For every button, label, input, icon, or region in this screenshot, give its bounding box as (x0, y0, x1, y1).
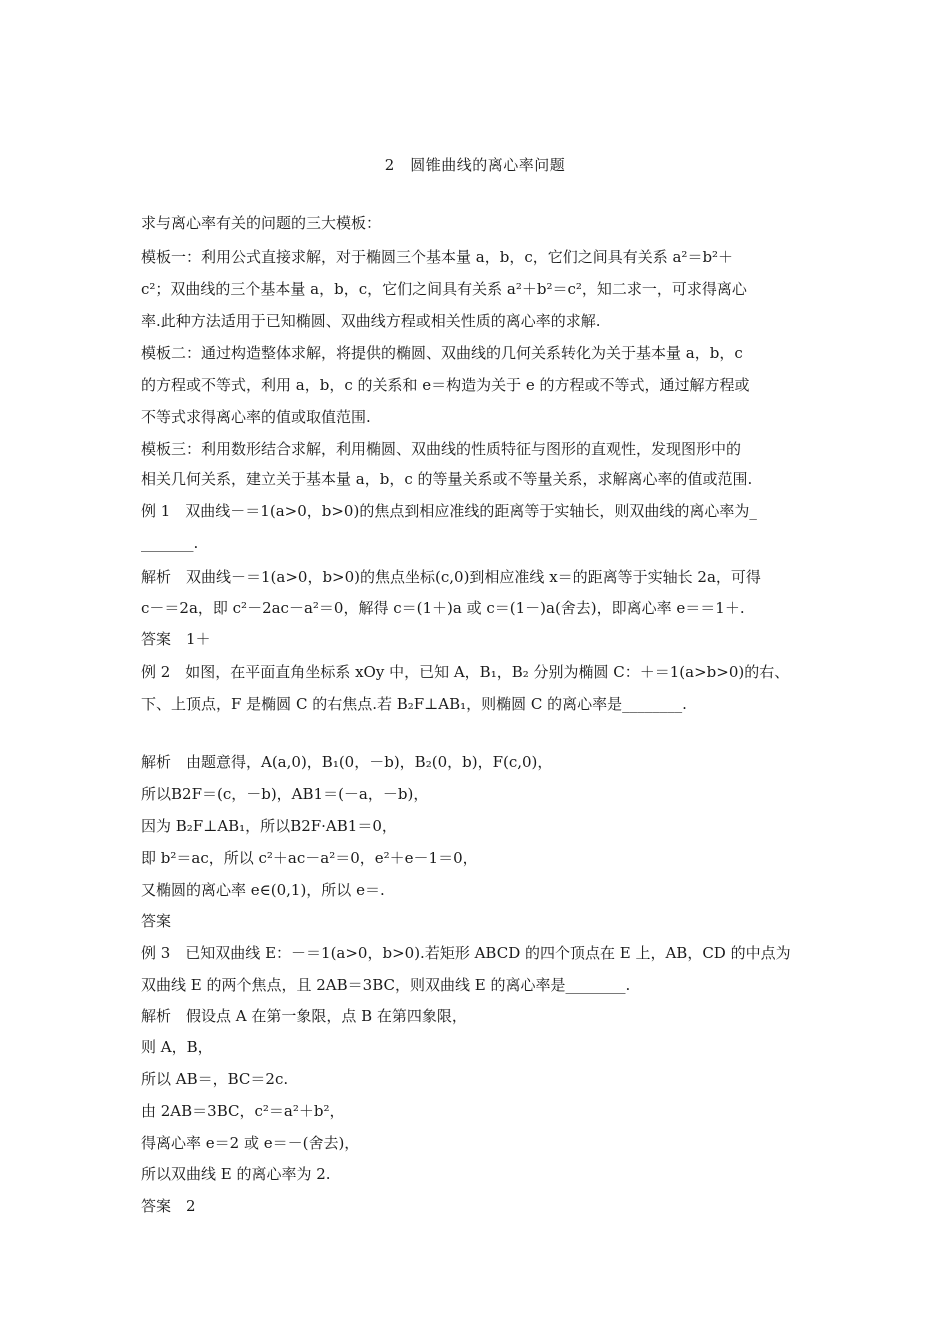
example-3-question: 例 3 已知双曲线 E：－＝1(a>0，b>0).若矩形 ABCD 的四个顶点在 E 上，AB，CD 的中点为 (141, 944, 791, 962)
example-3-solution: 所以双曲线 E 的离心率为 2. (141, 1165, 331, 1183)
example-2-solution: 即 b²＝ac，所以 c²＋ac－a²＝0，e²＋e－1＝0， (141, 849, 478, 867)
text-line: 率.此种方法适用于已知椭圆、双曲线方程或相关性质的离心率的求解. (141, 312, 601, 330)
example-3-answer: 答案 2 (141, 1197, 196, 1215)
text-line: 模板三：利用数形结合求解，利用椭圆、双曲线的性质特征与图形的直观性，发现图形中的 (141, 440, 742, 458)
example-3-solution: 则 A，B， (141, 1038, 213, 1056)
text-line: 的方程或不等式，利用 a，b，c 的关系和 e＝构造为关于 e 的方程或不等式，通过解方程或 (141, 376, 750, 394)
page-title: 2 圆锥曲线的离心率问题 (384, 156, 566, 174)
text-line: 不等式求得离心率的值或取值范围. (141, 408, 371, 426)
example-1-solution: 解析 双曲线－＝1(a>0，b>0)的焦点坐标(c,0)到相应准线 x＝的距离等于实轴长 2a，可得 (141, 568, 761, 586)
example-3-solution: 由 2AB＝3BC，c²＝a²＋b²， (141, 1102, 345, 1120)
example-2-solution: 解析 由题意得，A(a,0)，B₁(0，－b)，B₂(0，b)，F(c,0)， (141, 753, 553, 771)
example-3-solution: 解析 假设点 A 在第一象限，点 B 在第四象限， (141, 1007, 467, 1025)
example-2-question: 下、上顶点，F 是椭圆 C 的右焦点.若 B₂F⊥AB₁，则椭圆 C 的离心率是________. (141, 695, 687, 713)
example-2-solution: 又椭圆的离心率 e∈(0,1)，所以 e＝. (141, 881, 385, 899)
example-3-solution: 所以 AB＝，BC＝2c. (141, 1070, 289, 1088)
text-line: c²；双曲线的三个基本量 a，b，c，它们之间具有关系 a²＋b²＝c²，知二求一，可求得离心 (141, 280, 747, 298)
example-1-blank: _______. (141, 534, 199, 552)
example-2-solution: 因为 B₂F⊥AB₁，所以B2F·AB1＝0， (141, 817, 397, 835)
example-1-solution: c－＝2a，即 c²－2ac－a²＝0，解得 c＝(1＋)a 或 c＝(1－)a(舍去)，即离心率 e＝＝1＋. (141, 599, 745, 617)
text-line: 求与离心率有关的问题的三大模板： (141, 214, 382, 232)
text-line: 相关几何关系，建立关于基本量 a，b，c 的等量关系或不等量关系，求解离心率的值或范围. (141, 470, 753, 488)
text-line: 模板一：利用公式直接求解，对于椭圆三个基本量 a，b，c，它们之间具有关系 a²＝b²＋ (141, 248, 734, 266)
example-2-question: 例 2 如图，在平面直角坐标系 xOy 中，已知 A，B₁，B₂ 分别为椭圆 C：＋＝1(a>b>0)的右、 (141, 663, 790, 681)
text-line: 模板二：通过构造整体求解，将提供的椭圆、双曲线的几何关系转化为关于基本量 a，b，c (141, 344, 743, 362)
example-3-question: 双曲线 E 的两个焦点，且 2AB＝3BC，则双曲线 E 的离心率是________. (141, 976, 631, 994)
example-1-answer: 答案 1＋ (141, 630, 211, 648)
example-3-solution: 得离心率 e＝2 或 e＝－(舍去)， (141, 1134, 360, 1152)
example-2-solution: 所以B2F＝(c，－b)，AB1＝(－a，－b)， (141, 785, 429, 803)
example-1-question: 例 1 双曲线－＝1(a>0，b>0)的焦点到相应准线的距离等于实轴长，则双曲线的离心率为_ (141, 502, 757, 520)
example-2-answer: 答案 (141, 912, 172, 930)
